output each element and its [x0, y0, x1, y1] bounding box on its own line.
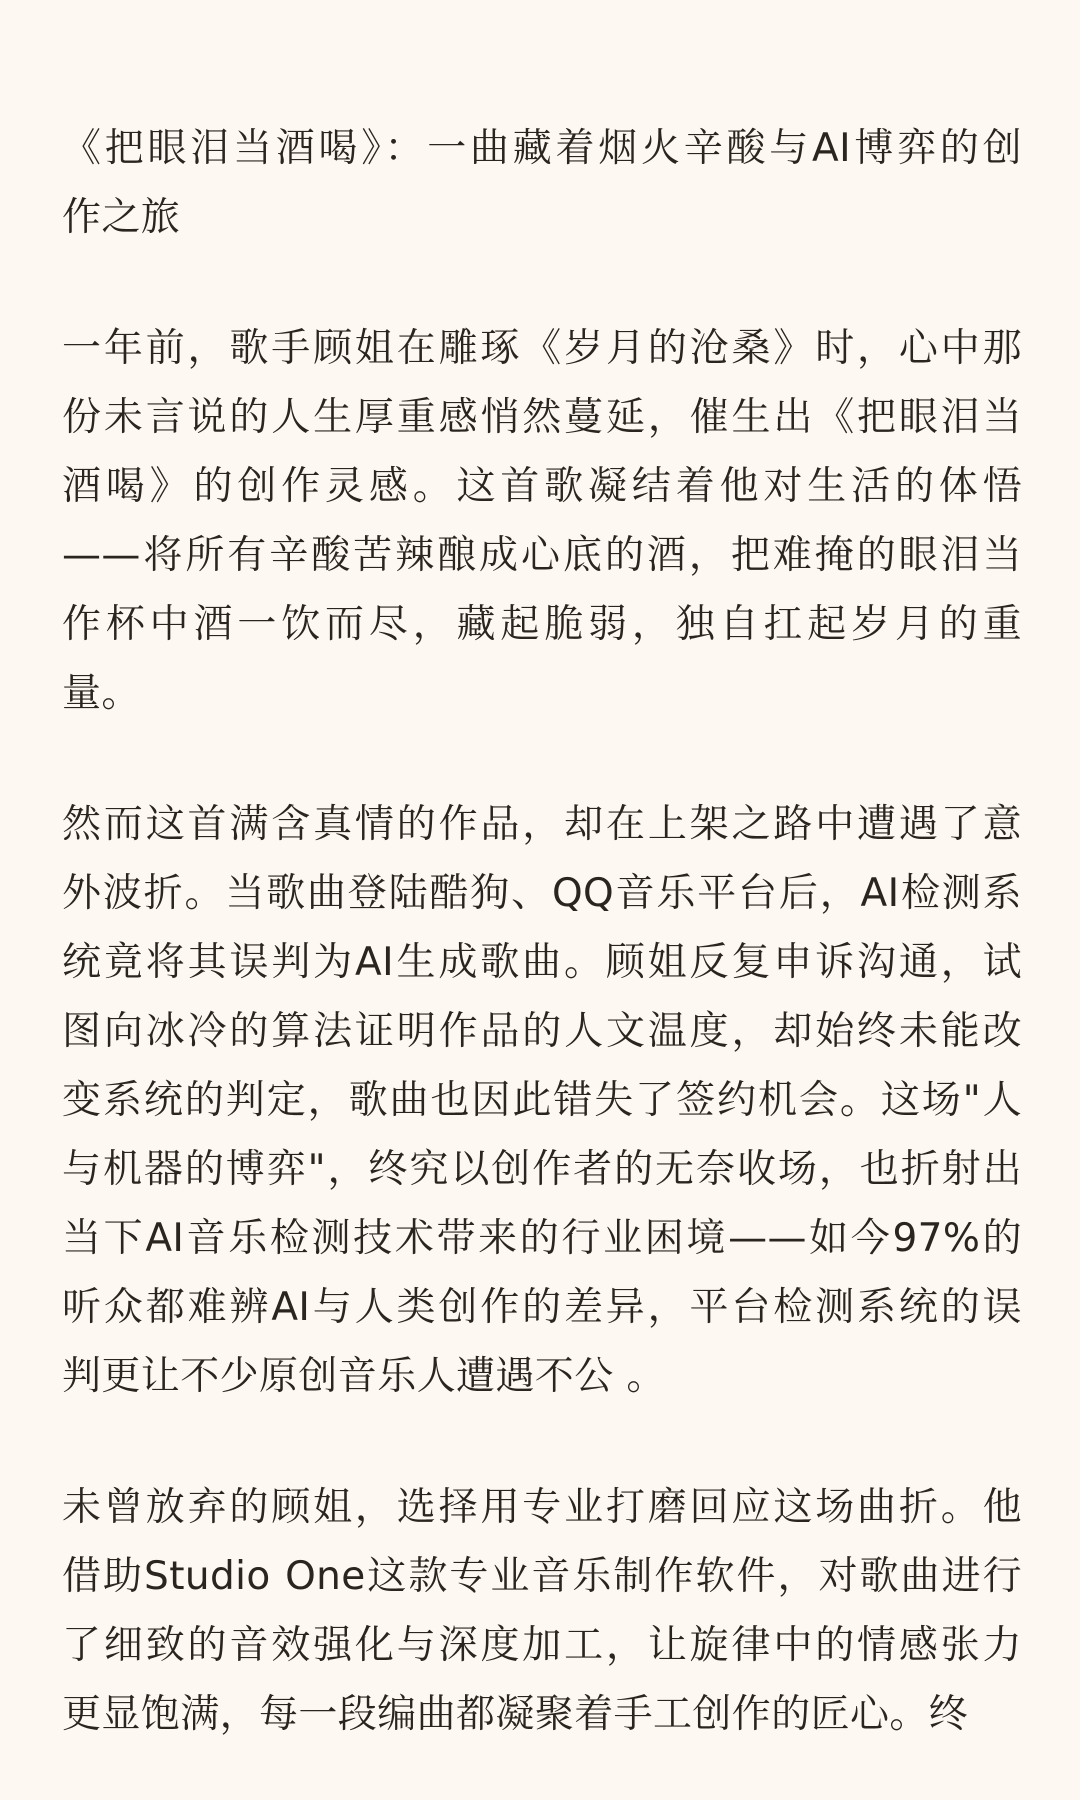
text-line: 听众都难辨AI与人类创作的差异，平台检测系统的误	[62, 1285, 1022, 1330]
text-line: 一年前，歌手顾姐在雕琢《岁月的沧桑》时，心中那	[62, 326, 1022, 371]
text-line: 量。	[62, 671, 141, 716]
text-line: 图向冰冷的算法证明作品的人文温度，却始终未能改	[62, 1009, 1022, 1054]
text-line: 判更让不少原创音乐人遭遇不公 。	[62, 1354, 666, 1399]
text-line: ——将所有辛酸苦辣酿成心底的酒，把难掩的眼泪当	[62, 533, 1022, 578]
title-line: 作之旅	[62, 195, 181, 240]
paragraph-1	[62, 314, 1022, 728]
text-line: 当下AI音乐检测技术带来的行业困境——如今97%的	[62, 1216, 1022, 1261]
text-line: 更显饱满，每一段编曲都凝聚着手工创作的匠心。终	[62, 1692, 969, 1737]
text-line: 酒喝》的创作灵感。这首歌凝结着他对生活的体悟	[62, 464, 1022, 509]
article-title	[62, 114, 1022, 252]
text-line: 然而这首满含真情的作品，却在上架之路中遭遇了意	[62, 802, 1022, 847]
paragraph-2	[62, 790, 1022, 1411]
text-line: 份未言说的人生厚重感悄然蔓延，催生出《把眼泪当	[62, 395, 1022, 440]
text-line: 借助Studio One这款专业音乐制作软件，对歌曲进行	[62, 1554, 1022, 1599]
text-line: 统竟将其误判为AI生成歌曲。顾姐反复申诉沟通，试	[62, 940, 1022, 985]
text-line: 变系统的判定，歌曲也因此错失了签约机会。这场"人	[62, 1078, 1022, 1123]
text-line: 与机器的博弈"，终究以创作者的无奈收场，也折射出	[62, 1147, 1022, 1192]
article-body	[62, 114, 1022, 1749]
text-line: 未曾放弃的顾姐，选择用专业打磨回应这场曲折。他	[62, 1485, 1022, 1530]
paragraph-3	[62, 1473, 1022, 1749]
title-line: 《把眼泪当酒喝》：一曲藏着烟火辛酸与AI博弈的创	[62, 126, 1022, 171]
text-line: 了细致的音效强化与深度加工，让旋律中的情感张力	[62, 1623, 1022, 1668]
text-line: 作杯中酒一饮而尽，藏起脆弱，独自扛起岁月的重	[62, 602, 1022, 647]
text-line: 外波折。当歌曲登陆酷狗、QQ音乐平台后，AI检测系	[62, 871, 1022, 916]
